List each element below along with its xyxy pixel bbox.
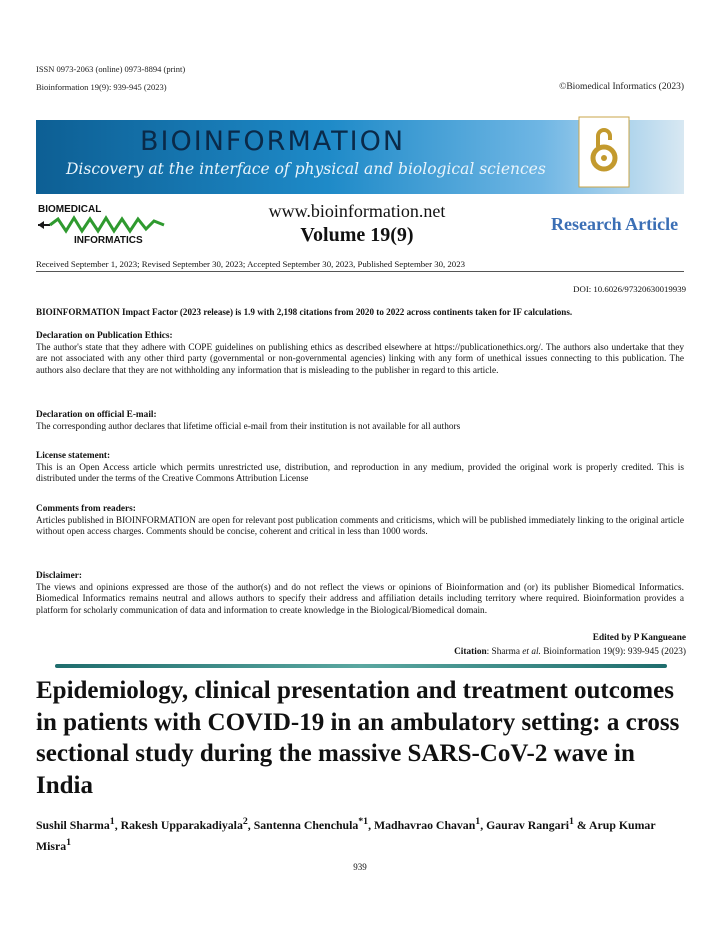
section-heading: Declaration on official E-mail: xyxy=(36,410,157,420)
edited-by: Edited by P Kangueane xyxy=(592,633,686,643)
header-divider xyxy=(36,271,684,272)
author: Sushil Sharma$^1$ xyxy=(36,816,115,832)
section-heading: Disclaimer: xyxy=(36,571,82,581)
section-heading: Declaration on Publication Ethics: xyxy=(36,331,173,341)
journal-website: www.bioinformation.net xyxy=(268,201,446,221)
author-list: Sushil Sharma$^1$, Rakesh Upparakadiyala$^2$, Santenna Chenchula$^{*1}$, Madhavrao Chavan$^1$, Gaurav Rangari$^1$ & Arup Kumar Misra$^1$ xyxy=(36,816,656,853)
copyright-notice: ©Biomedical Informatics (2023) xyxy=(559,82,684,92)
section-heading: License statement: xyxy=(36,451,111,461)
section-body: The corresponding author declares that lifetime official e-mail from their institution is not available for all authors xyxy=(36,421,461,432)
logo-line-2: INFORMATICS xyxy=(74,235,143,246)
section-license xyxy=(36,451,684,486)
author: Santenna Chenchula$^{*1}$ xyxy=(253,816,369,832)
author: Madhavrao Chavan$^1$ xyxy=(374,816,481,832)
section-heading: Comments from readers: xyxy=(36,504,136,514)
volume-label: Volume 19(9) xyxy=(300,224,414,246)
section-email xyxy=(36,410,684,433)
logo-line-1: BIOMEDICAL xyxy=(38,204,102,215)
citation-text-after: Bioinformation 19(9): 939-945 (2023) xyxy=(540,647,686,657)
biomedical-informatics-logo xyxy=(36,204,166,248)
citation-text-before: : Sharma xyxy=(486,647,523,657)
issn-line: ISSN 0973-2063 (online) 0973-8894 (print) xyxy=(36,64,186,74)
article-type: Research Article xyxy=(551,214,679,234)
publication-dates: Received September 1, 2023; Revised September 30, 2023; Accepted September 30, 2023, Published September 30, 2023 xyxy=(36,259,466,269)
citation-et-al: et al. xyxy=(522,647,541,657)
section-disclaimer xyxy=(36,571,684,617)
section-comments xyxy=(36,504,684,539)
citation-line xyxy=(454,647,686,657)
open-access-lock-icon xyxy=(578,116,630,188)
banner-title: BIOINFORMATION xyxy=(140,126,406,157)
page-number: 939 xyxy=(353,862,367,872)
open-access-gold-badge xyxy=(578,116,630,188)
citation-label: Citation xyxy=(454,647,487,657)
author: Rakesh Upparakadiyala$^2$ xyxy=(120,816,248,832)
impact-factor-statement: BIOINFORMATION Impact Factor (2023 release) is 1.9 with 2,198 citations from 2020 to 2022 across continents taken for IF calculations. xyxy=(36,307,573,317)
article-title: Epidemiology, clinical presentation and treatment outcomes in patients with COVID-19 in an ambulatory setting: a cross sectional study during the massive SARS-CoV-2 wave in India xyxy=(36,677,680,799)
section-body: This is an Open Access article which permits unrestricted use, distribution, and reproduction in any medium, provided the original work is properly credited. This is distributed under the terms of the Creative Commons Attribution License xyxy=(36,462,684,485)
ecg-wave-icon xyxy=(36,215,166,235)
doi: DOI: 10.6026/97320630019939 xyxy=(573,284,686,294)
section-body: The views and opinions expressed are those of the author(s) and do not reflect the views or opinions of Bioinformation and (or) its publisher Biomedical Informatics. Biomedical Informatics remains neutral and allows authors to specify their address and affiliation details including territory where required. Bioinformation provides a platform for scholarly communication of data and information to create knowledge in the Biological/Biomedical domain. xyxy=(36,582,684,616)
banner-subtitle: Discovery at the interface of physical and biological sciences xyxy=(66,160,546,178)
section-body: The author's state that they adhere with COPE guidelines on publishing ethics as described elsewhere at https://publicationethics.org/. The authors also undertake that they are not associated with any other third party (governmental or non-governmental agencies) linking with any form of unethical issues connecting to this publication. The authors also declare that they are not withholding any information that is misleading to the publisher in regard to this article. xyxy=(36,342,684,376)
author: Gaurav Rangari$^1$ xyxy=(486,816,574,832)
journal-reference: Bioinformation 19(9): 939-945 (2023) xyxy=(36,82,167,92)
author: Arup Kumar Misra$^1$ xyxy=(36,817,656,853)
section-body: Articles published in BIOINFORMATION are open for relevant post publication comments and criticisms, which will be published immediately linking to the original article without open access charges. Comments should be concise, coherent and critical in less than 1000 words. xyxy=(36,515,684,538)
title-divider xyxy=(55,664,667,668)
section-ethics xyxy=(36,331,684,377)
